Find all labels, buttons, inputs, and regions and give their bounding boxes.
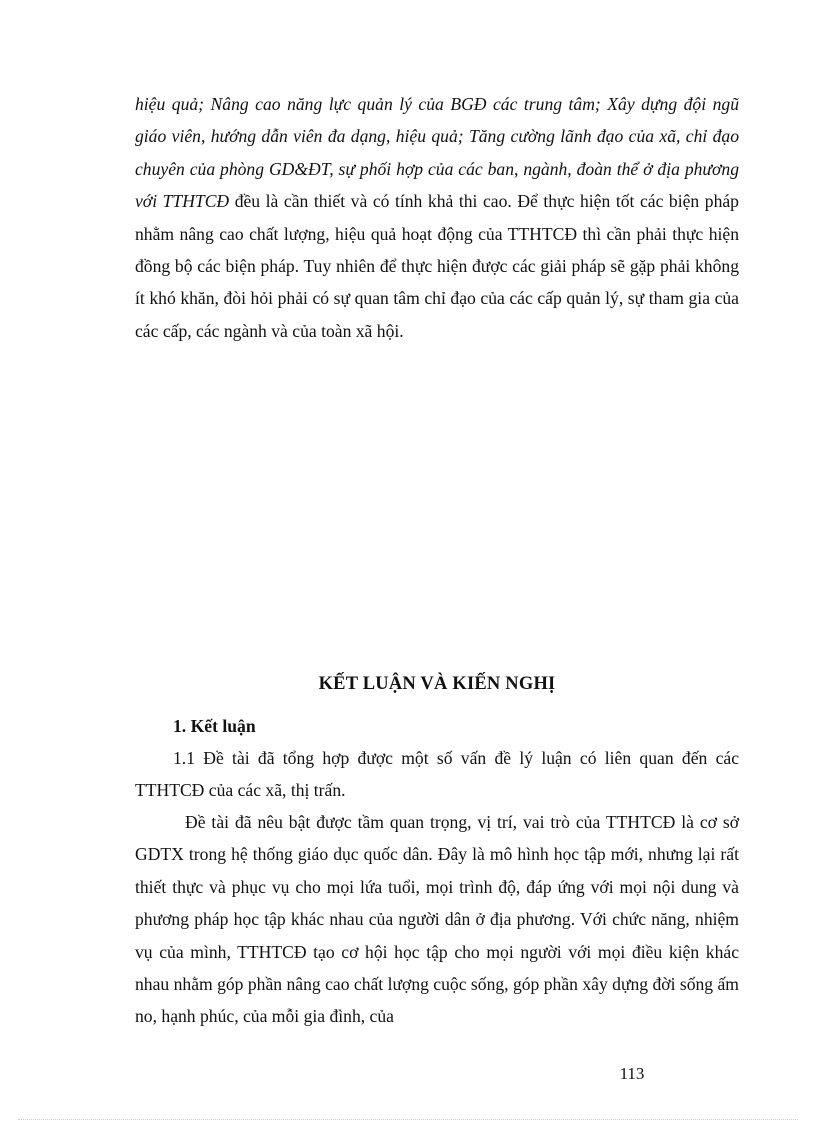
- paragraph-regular-text: đều là cần thiết và có tính khả thi cao. Để thực hiện tốt các biện pháp nhằm nâng cao chất lượng, hiệu quả hoạt động của TTHTCĐ thì cần phải thực hiện đồng bộ các biện pháp. Tuy nhiên để thực hiện được các giải pháp sẽ gặp phải không ít khó khăn, đòi hỏi phải có sự quan tâm chỉ đạo của các cấp quản lý, sự tham gia của các cấp, các ngành và của toàn xã hội.: [135, 191, 739, 341]
- paragraph-conclusion-importance: Đề tài đã nêu bật được tầm quan trọng, vị trí, vai trò của TTHTCĐ là cơ sở GDTX trong hệ thống giáo dục quốc dân. Đây là mô hình học tập mới, nhưng lại rất thiết thực và phục vụ cho mọi lứa tuổi, mọi trình độ, đáp ứng với mọi nội dung và phương pháp học tập khác nhau của người dân ở địa phương. Với chức năng, nhiệm vụ của mình, TTHTCĐ tạo cơ hội học tập cho mọi người với mọi điều kiện khác nhau nhằm góp phần nâng cao chất lượng cuộc sống, góp phần xây dựng đời sống ấm no, hạnh phúc, của mỗi gia đình, của: [135, 812, 739, 1027]
- paragraph-conclusion-1-1: 1.1 Đề tài đã tổng hợp được một số vấn đề lý luận có liên quan đến các TTHTCĐ của các xã, thị trấn.: [135, 748, 739, 801]
- paragraph-solutions-summary: [135, 88, 739, 347]
- section-heading-conclusion: 1. Kết luận: [173, 716, 256, 736]
- conclusion-title: KẾT LUẬN VÀ KIẾN NGHỊ: [318, 674, 556, 694]
- paragraph-italic-text: hiệu quả; Nâng cao năng lực quản lý của BGĐ các trung tâm; Xây dựng đội ngũ giáo viên, hướng dẫn viên đa dạng, hiệu quả; Tăng cường lãnh đạo của xã, chỉ đạo chuyên của phòng GD&ĐT, sự phối hợp của các ban, ngành, đoàn thể ở địa phương với TTHTCĐ: [135, 94, 739, 212]
- page-bottom-divider: [18, 1119, 798, 1120]
- page-number: 113: [619, 1064, 645, 1083]
